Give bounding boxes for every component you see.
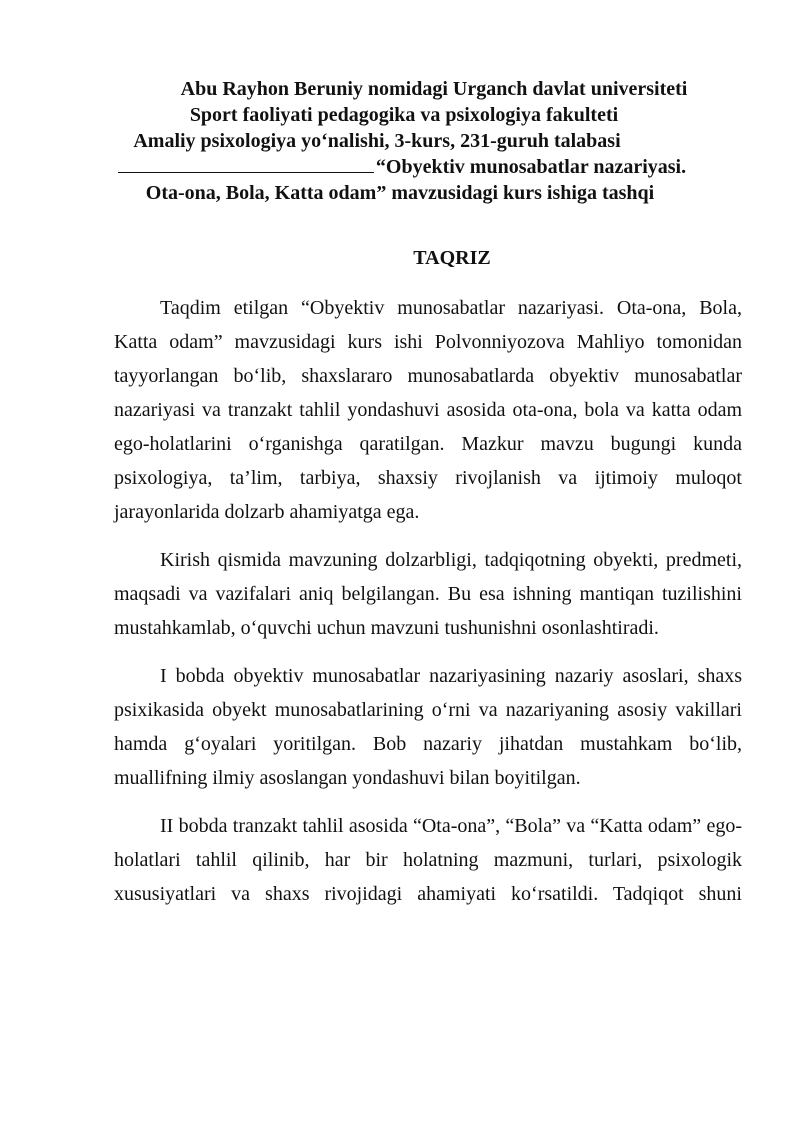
document-header <box>60 76 740 206</box>
student-name-blank <box>118 154 374 173</box>
paragraph: I bobda obyektiv munosabatlar nazariyasining nazariy asoslari, shaxs psixikasida obyekt munosabatlarining o‘rni va nazariyaning asosiy vakillari hamda g‘oyalari yoritilgan. Bob nazariy jihatdan mustahkam bo‘lib, muallifning ilmiy asoslangan yondashuvi bilan boyitilgan. <box>114 665 742 789</box>
document-title: TAQRIZ <box>413 247 491 269</box>
faculty-name: Sport faoliyati pedagogika va psixologiya fakulteti <box>189 104 619 126</box>
student-group: Amaliy psixologiya yo‘nalishi, 3-kurs, 231-guruh talabasi <box>133 130 621 152</box>
student-name-line <box>60 154 740 180</box>
paragraph: Kirish qismida mavzuning dolzarbligi, tadqiqotning obyekti, predmeti, maqsadi va vazifalari aniq belgilangan. Bu esa ishning mantiqan tuzilishini mustahkamlab, o‘quvchi uchun mavzuni tushunishni osonlashtiradi. <box>114 549 742 639</box>
topic-title-start: “Obyektiv munosabatlar nazariyasi. <box>375 156 687 178</box>
university-name: Abu Rayhon Beruniy nomidagi Urganch davlat universiteti <box>180 78 688 100</box>
review-body <box>114 291 742 925</box>
paragraph: Taqdim etilgan “Obyektiv munosabatlar nazariyasi. Ota-ona, Bola, Katta odam” mavzusidagi kurs ishi Polvonniyozova Mahliyo tomonidan tayyorlangan bo‘lib, shaxslararo munosabatlarda obyektiv munosabatlar nazariyasi va tranzakt tahlil yondashuvi asosida ota-ona, bola va katta odam ego-holatlarini o‘rganishga qaratilgan. Mazkur mavzu bugungi kunda psixologiya, ta’lim, tarbiya, shaxsiy rivojlanish va ijtimoiy muloqot jarayonlarida dolzarb ahamiyatga ega. <box>114 297 742 523</box>
paragraph: II bobda tranzakt tahlil asosida “Ota-ona”, “Bola” va “Katta odam” ego-holatlari tahlil qilinib, har bir holatning mazmuni, turlari, psixologik xususiyatlari va shaxs rivojidagi ahamiyati ko‘rsatildi. Tadqiqot shuni <box>114 815 742 905</box>
topic-title-end: Ota-ona, Bola, Katta odam” mavzusidagi kurs ishiga tashqi <box>145 182 655 204</box>
